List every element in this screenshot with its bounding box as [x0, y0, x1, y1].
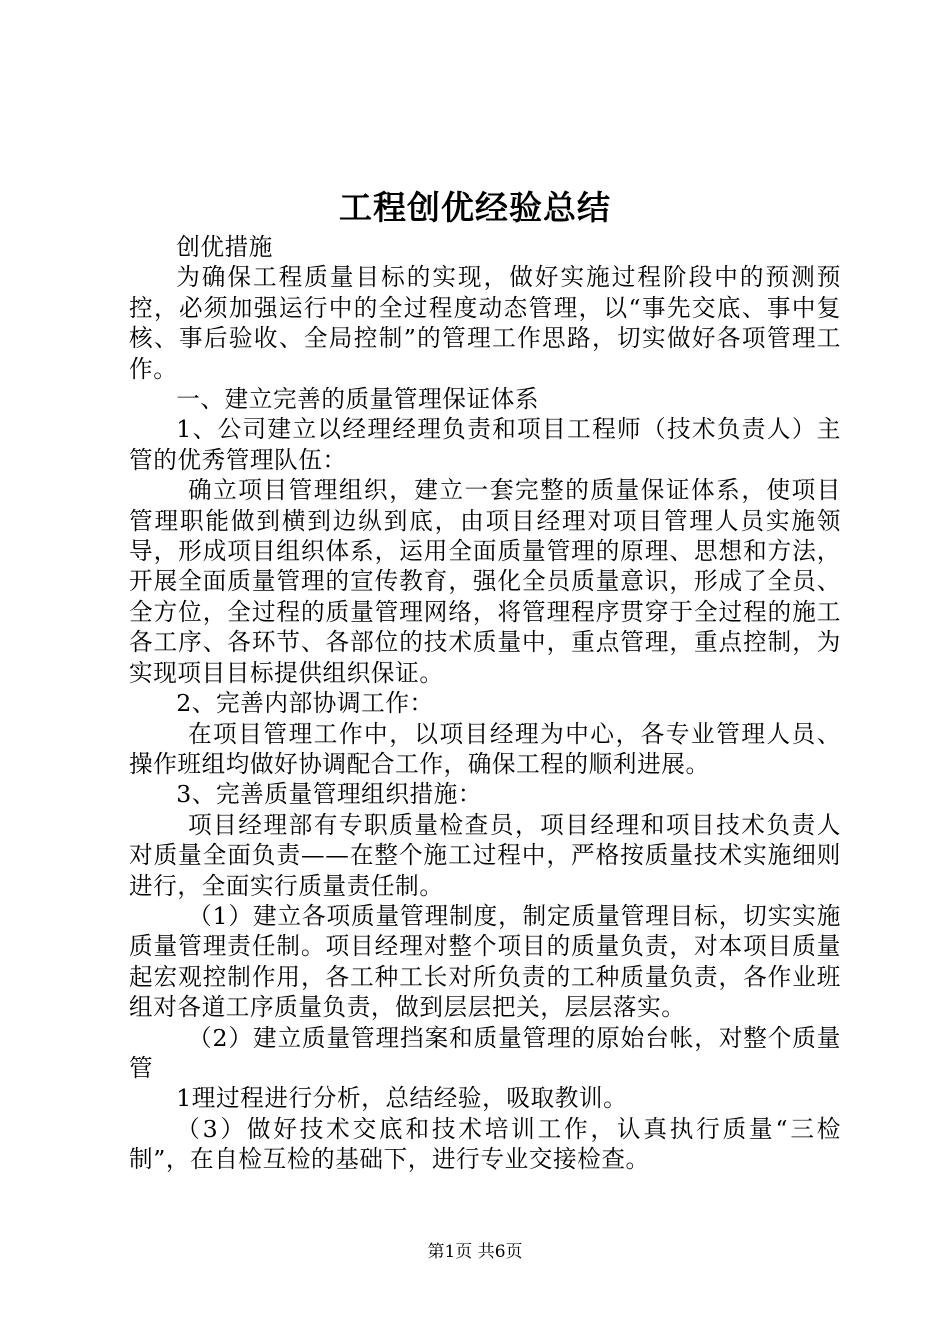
subsection-1: 1、公司建立以经理经理负责和项目工程师（技术负责人）主管的优秀管理队伍：	[129, 415, 841, 474]
paragraph-item-2-continued: 1理过程进行分析，总结经验，吸取教训。	[176, 1084, 628, 1113]
paragraph-quality-inspector: 项目经理部有专职质量检查员，项目经理和项目技术负责人对质量全面负责——在整个施工过程中，严格按质量技术实施细则进行，全面实行质量责任制。	[129, 810, 841, 900]
subsection-2: 2、完善内部协调工作：	[176, 689, 434, 718]
paragraph-item-1: （1）建立各项质量管理制度，制定质量管理目标，切实实施质量管理责任制。项目经理对整个项目的质量负责，对本项目质量起宏观控制作用，各工种工长对所负责的工种质量负责，各作业班组对各道工序质量负责，做到层层把关，层层落实。	[129, 901, 841, 1022]
subsection-3: 3、完善质量管理组织措施：	[176, 780, 483, 809]
paragraph-heading-measures: 创优措施	[176, 233, 273, 261]
paragraph-item-2: （2）建立质量管理挡案和质量管理的原始台帐，对整个质量管	[129, 1023, 841, 1082]
paragraph-organization: 确立项目管理组织，建立一套完整的质量保证体系，使项目管理职能做到横到边纵到底，由项目经理对项目管理人员实施领导，形成项目组织体系，运用全面质量管理的原理、思想和方法，开展全面质量管理的宣传教育，强化全员质量意识，形成了全员、全方位，全过程的质量管理网络，将管理程序贯穿于全过程的施工各工序、各环节、各部位的技术质量中，重点管理，重点控制，为实现项目目标提供组织保证。	[129, 476, 841, 687]
document-title: 工程创优经验总结	[339, 188, 611, 227]
section-heading-1: 一、建立完善的质量管理保证体系	[176, 385, 540, 414]
paragraph-coordination: 在项目管理工作中，以项目经理为中心，各专业管理人员、操作班组均做好协调配合工作，确保工程的顺利进展。	[129, 719, 841, 778]
page-footer: 第1页 共6页	[427, 1242, 523, 1262]
document-body	[129, 232, 841, 1175]
paragraph-item-3: （3）做好技术交底和技术培训工作，认真执行质量“三检制”，在自检互检的基础下，进行专业交接检查。	[129, 1114, 841, 1174]
paragraph-intro: 为确保工程质量目标的实现，做好实施过程阶段中的预测预控，必须加强运行中的全过程度动态管理，以“事先交底、事中复核、事后验收、全局控制”的管理工作思路，切实做好各项管理工作。	[129, 263, 841, 383]
